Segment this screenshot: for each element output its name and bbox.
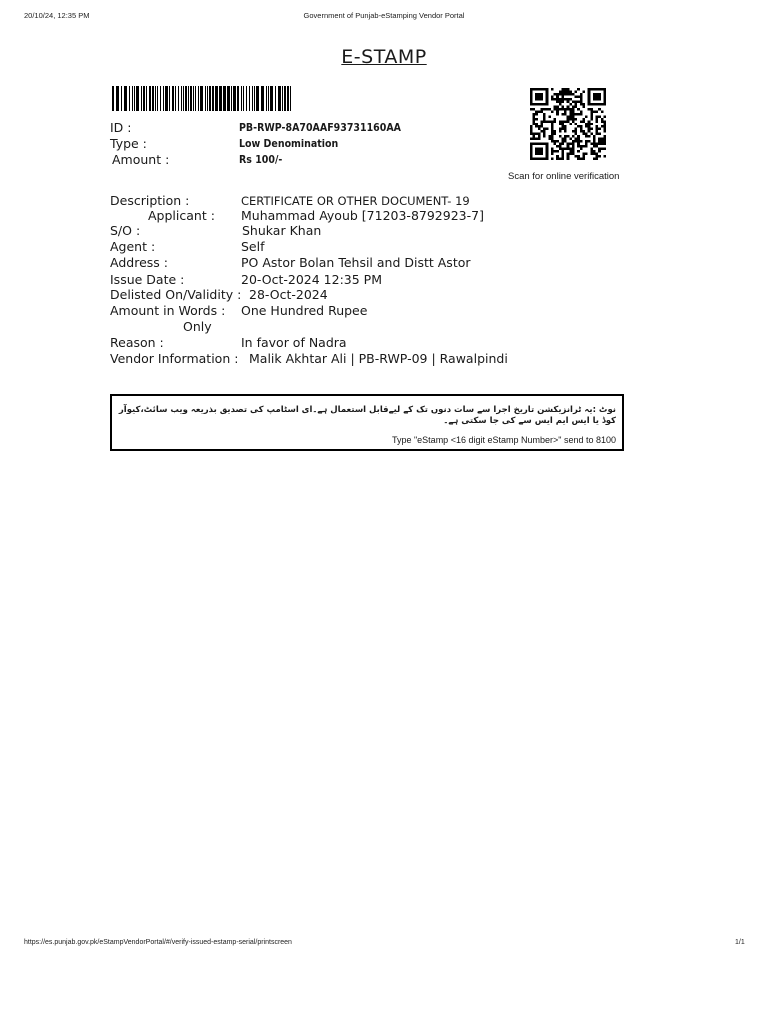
id-label: ID :	[110, 120, 132, 135]
description-value: CERTIFICATE OR OTHER DOCUMENT- 19	[241, 194, 470, 208]
vendor-value: Malik Akhtar Ali | PB-RWP-09 | Rawalpindi	[249, 351, 508, 366]
address-value: PO Astor Bolan Tehsil and Distt Astor	[241, 255, 471, 270]
sms-verification-text: Type "eStamp <16 digit eStamp Number>" send to 8100	[391, 435, 616, 445]
so-label: S/O :	[110, 223, 141, 238]
urdu-notice-text: نوٹ :یہ ٹرانزیکشن تاریخ اجرا سے سات دنوں تک کے لیےقابل استعمال ہے۔ای اسٹامپ کی تصدیق بذریعہ ویب سائٹ،کیوآر کوڈ یا ایس ایم ایس سے کی جا سکتی ہے۔	[118, 405, 616, 426]
type-value: Low Denomination	[239, 137, 339, 150]
issue-date-value: 20-Oct-2024 12:35 PM	[241, 272, 382, 287]
amount-label: Amount :	[112, 152, 170, 167]
description-label: Description :	[110, 193, 190, 208]
issue-date-label: Issue Date :	[110, 272, 185, 287]
reason-label: Reason :	[110, 335, 164, 350]
barcode-image	[112, 86, 292, 111]
agent-label: Agent :	[110, 239, 156, 254]
print-datetime: 20/10/24, 12:35 PM	[24, 11, 90, 20]
delisted-label: Delisted On/Validity :	[110, 287, 242, 302]
agent-value: Self	[241, 239, 265, 254]
type-label: Type :	[110, 136, 147, 151]
amount-words-value: One Hundred Rupee	[241, 303, 368, 318]
print-url: https://es.punjab.gov.pk/eStampVendorPortal/#/verify-issued-estamp-serial/printscreen	[24, 939, 292, 946]
applicant-label: Applicant :	[148, 208, 215, 223]
amount-value: Rs 100/-	[239, 153, 283, 166]
so-value: Shukar Khan	[242, 223, 322, 238]
vendor-label: Vendor Information :	[110, 351, 239, 366]
amount-words-label: Amount in Words :	[110, 303, 226, 318]
reason-value: In favor of Nadra	[241, 335, 347, 350]
print-page-title: Government of Punjab-eStamping Vendor Portal	[303, 11, 465, 20]
address-label: Address :	[110, 255, 168, 270]
notice-box	[110, 394, 624, 451]
print-page-number: 1/1	[735, 939, 745, 946]
delisted-value: 28-Oct-2024	[249, 287, 328, 302]
page-title: E-STAMP	[341, 46, 427, 68]
id-value: PB-RWP-8A70AAF93731160AA	[239, 121, 401, 134]
verification-caption: Scan for online verification	[508, 171, 620, 182]
amount-words-value-cont: Only	[183, 319, 212, 334]
applicant-value: Muhammad Ayoub [71203-8792923-7]	[241, 208, 484, 223]
qr-code-image	[530, 88, 606, 160]
